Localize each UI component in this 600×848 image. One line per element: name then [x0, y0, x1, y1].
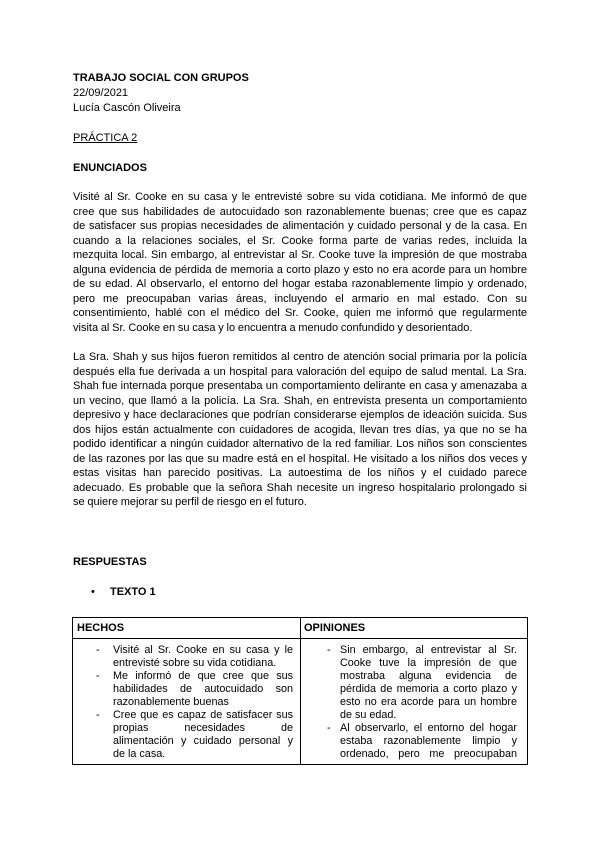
opinion-line: esto no era acorde para un hombre [340, 696, 517, 708]
table-cell-hechos [96, 644, 293, 761]
paragraph-line: alguna evidencia de pérdida de memoria a corto plazo y esto no era acorde para un hombre [73, 263, 527, 276]
list-dash: - [327, 722, 331, 734]
fact-item [96, 670, 293, 709]
table-header-opiniones: OPINIONES [304, 622, 366, 634]
paragraph-line: de su edad. Al observarlo, el entorno del hogar estaba razonablemente limpio y ordenado, [73, 278, 527, 290]
fact-line: Me informó de que cree que sus [113, 670, 293, 682]
paragraph-line: adecuado. Es probable que la señora Shah necesite un ingreso hospitalario prolongado si [73, 481, 527, 494]
paragraph-line: pero me preocupaban varias áreas, incluyendo el armario en mal estado. Con su [73, 292, 527, 305]
fact-line: propias necesidades de [113, 722, 293, 734]
paragraph-line: de satisfacer sus propias necesidades de alimentación y cuidado personal y de la casa. En [73, 220, 527, 232]
fact-line: alimentación y cuidado personal y [113, 735, 293, 747]
opinion-line: mostraba alguna evidencia de [340, 670, 517, 682]
fact-line: de la casa. [113, 748, 166, 760]
bullet-item-texto-1 [0, 585, 600, 600]
opinion-line: Cooke tuve la impresión de que [340, 657, 517, 669]
subheading-texto-1: TEXTO 1 [110, 586, 156, 598]
table-column-divider [300, 618, 301, 764]
table-cell-opiniones [327, 644, 517, 761]
bullet-icon: • [91, 586, 95, 598]
opinion-item [327, 644, 517, 722]
paragraph-line: Shah fue internada porque presentaba un comportamiento delirante en casa y amenazaba a [73, 380, 527, 392]
paragraph-line: dos hijos están actualmente con cuidadores de acogida, llevan tres días, ya que no se ha [73, 423, 527, 436]
fact-item [96, 644, 293, 670]
list-dash: - [327, 644, 331, 656]
opinion-line: ordenado, pero me preocupaban [340, 748, 517, 760]
fact-line: razonablemente buenas [113, 696, 229, 708]
opinion-item [327, 722, 517, 761]
fact-line: Visité al Sr. Cooke en su casa y le [113, 644, 293, 656]
paragraph-line: después ella fue derivada a un hospital para valoración del equipo de salud mental. La Sra. [73, 365, 527, 378]
facts-opinions-table [72, 617, 528, 765]
paragraph-line: La Sra. Shah y sus hijos fueron remitidos al centro de atención social primaria por la policía [73, 351, 527, 363]
fact-line: habilidades de autocuidado son [113, 683, 293, 695]
paragraph-line: Visité al Sr. Cooke en su casa y le entrevisté sobre su vida cotidiana. Me informó de que [73, 191, 527, 203]
paragraph-line: consentimiento, hablé con el médico del Sr. Cooke, quien me informó que regularmente [73, 307, 527, 319]
list-dash: - [96, 670, 100, 682]
fact-item [96, 709, 293, 761]
paragraph-line: podido identificar a ningún cuidador alternativo de la red familiar. Los niños son conscientes [73, 438, 527, 450]
list-dash: - [96, 644, 100, 656]
opinion-line: Al observarlo, el entorno del hogar [340, 722, 517, 734]
paragraph-line: se quiere mejorar su perfil de riesgo en el futuro. [73, 496, 307, 508]
section-heading-respuestas: RESPUESTAS [73, 556, 147, 568]
statement-paragraph-2 [73, 350, 527, 510]
fact-line: Cree que es capaz de satisfacer sus [113, 709, 293, 721]
fact-line: entrevisté sobre su vida cotidiana. [113, 657, 277, 669]
practice-title: PRÁCTICA 2 [73, 132, 138, 144]
paragraph-line: un vecino, que llamó a la policía. La Sra. Shah, en entrevista presenta un comportamiento [73, 394, 527, 407]
paragraph-line: de las razones por las que su madre está en el hospital. He visitado a los niños dos veces y [73, 452, 527, 465]
statement-paragraph-1 [73, 190, 527, 335]
paragraph-line: depresivo y hace declaraciones que podrían considerarse ejemplos de ideación suicida. Sus [73, 409, 527, 421]
opinion-line: de su edad. [340, 709, 397, 721]
paragraph-line: visita al Sr. Cooke en su casa y lo encuentra a menudo confundido y desorientado. [73, 321, 473, 334]
section-heading-enunciados: ENUNCIADOS [73, 162, 147, 174]
opinion-line: estaba razonablemente limpio y [340, 735, 517, 747]
table-header-divider [73, 638, 527, 639]
document-date: 22/09/2021 [73, 87, 129, 99]
paragraph-line: cuando a la relaciones sociales, el Sr. Cooke forma parte de varias redes, incluida la [73, 234, 527, 247]
opinion-line: pérdida de memoria a corto plazo y [340, 683, 517, 695]
author-name: Lucía Cascón Oliveira [73, 102, 181, 114]
course-title: TRABAJO SOCIAL CON GRUPOS [73, 72, 249, 84]
paragraph-line: cree que sus habilidades de autocuidado son razonablemente buenas; cree que es capaz [73, 205, 527, 218]
document-header [73, 71, 249, 116]
table-header-hechos: HECHOS [77, 622, 125, 634]
opinion-line: Sin embargo, al entrevistar al Sr. [340, 644, 517, 656]
paragraph-line: estas visitas han parecido positivas. La autoestima de los niños y el cuidado parece [73, 467, 527, 479]
paragraph-line: mezquita local. Sin embargo, al entrevistar al Sr. Cooke tuve la impresión de que mostraba [73, 249, 527, 261]
list-dash: - [96, 709, 100, 721]
